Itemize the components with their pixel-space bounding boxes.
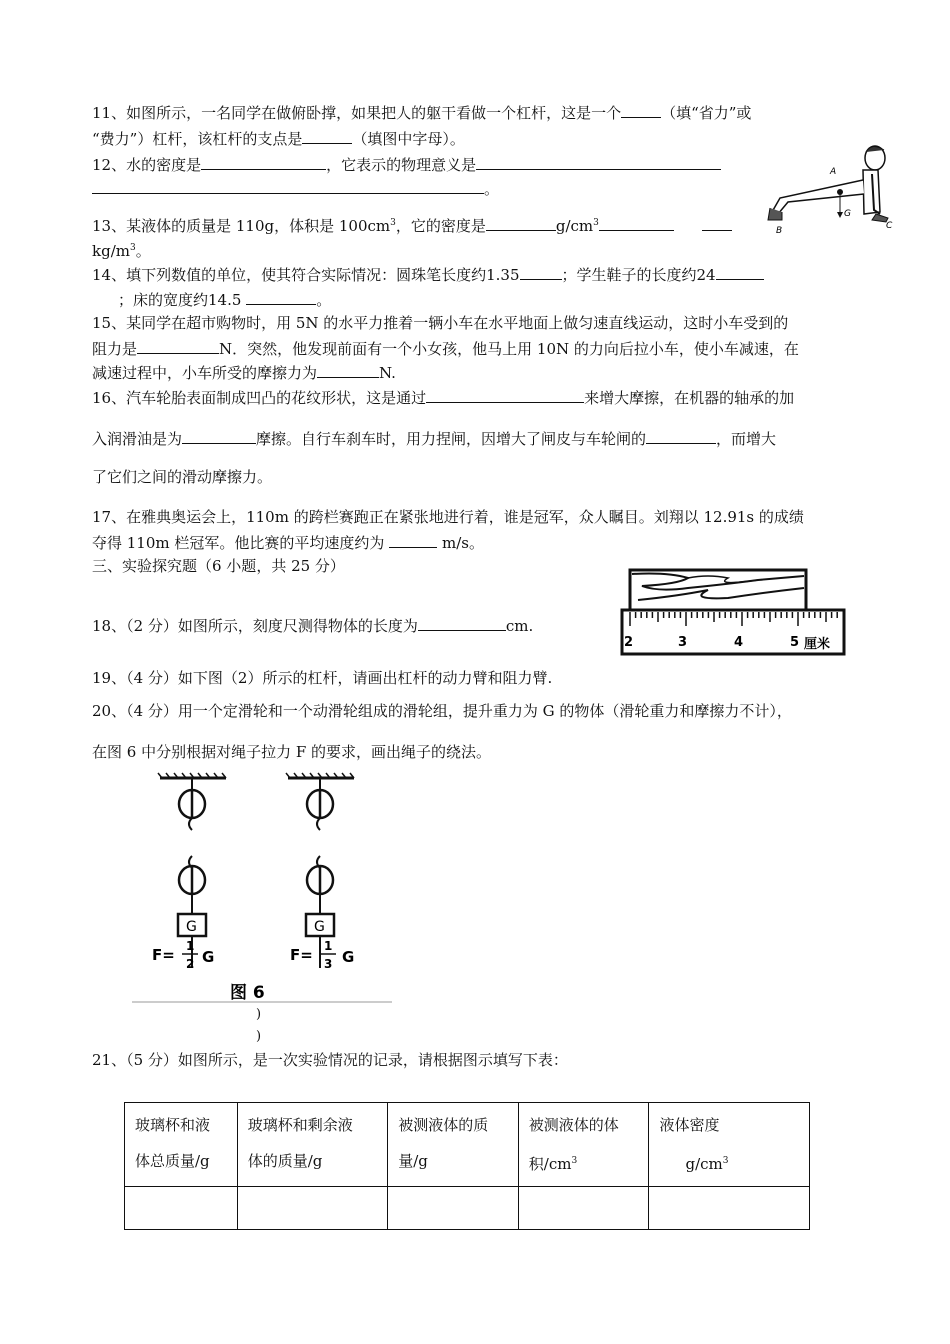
q16-line1: 16、汽车轮胎表面制成凹凸的花纹形状，这是通过 来增大摩擦，在机器的轴承的加	[92, 389, 795, 407]
table-input-cell[interactable]	[125, 1187, 238, 1230]
q11-blank-1[interactable]	[621, 102, 661, 118]
q16-blank-2[interactable]	[182, 428, 256, 444]
q19-line: 19、（4 分）如下图（2）所示的杠杆，请画出杠杆的动力臂和阻力臂.	[92, 669, 553, 687]
pulley-system-right	[286, 773, 354, 971]
q13-blank-2[interactable]	[599, 215, 674, 231]
q20-line2: 在图 6 中分别根据对绳子拉力 F 的要求，画出绳子的绕法。	[92, 743, 492, 761]
q12-line1: 12、水的密度是 ，它表示的物理意义是	[92, 154, 721, 175]
q18-line: 18、（2 分）如图所示，刻度尺测得物体的长度为 cm.	[92, 617, 534, 635]
force-right-suffix: G	[342, 948, 355, 966]
q16-line2: 入润滑油是为 摩擦。自行车刹车时，用力捏闸，因增大了闸皮与车轮闸的 ，而增大	[92, 430, 777, 448]
force-right-num: 1	[324, 939, 333, 953]
fig-label-c: C	[886, 221, 893, 231]
q14-blank-1[interactable]	[520, 264, 562, 280]
force-left-prefix: F=	[152, 946, 175, 964]
q17-blank-1[interactable]	[389, 532, 437, 548]
ruler-label-2: 2	[624, 635, 634, 650]
q15-blank-1[interactable]	[137, 338, 219, 354]
block-g-right: G	[314, 919, 325, 935]
record-table	[124, 1102, 810, 1230]
force-left-num: 1	[186, 939, 195, 953]
ruler-figure	[618, 566, 848, 658]
table-header-cell: 液体密度 $g/cm^3$	[649, 1103, 810, 1187]
section-3-title: 三、实验探究题（6 小题，共 25 分）	[92, 557, 345, 575]
q11-line2: “费力”）杠杆，该杠杆的支点是 （填图中字母）。	[92, 130, 465, 148]
table-input-cell[interactable]	[237, 1187, 388, 1230]
q13-blank-1[interactable]	[486, 215, 556, 231]
q15-blank-2[interactable]	[317, 362, 379, 378]
q12-blank-2[interactable]	[476, 154, 721, 170]
q11-line1: 11、如图所示，一名同学在做俯卧撑，如果把人的躯干看做一个杠杆，这是一个 （填“省力”或	[92, 104, 752, 122]
table-header-cell: 玻璃杯和剩余液 体的质量/g	[237, 1103, 388, 1187]
table-row	[125, 1187, 810, 1230]
q14-line1: 14、填下列数值的单位，使其符合实际情况：圆珠笔长度约1.35 ；学生鞋子的长度约24	[92, 264, 764, 285]
block-g-left: G	[186, 919, 197, 935]
pulley-system-left	[152, 773, 226, 971]
fig-label-b: B	[776, 226, 783, 236]
q21-line: 21、（5 分）如图所示，是一次实验情况的记录，请根据图示填写下表：	[92, 1051, 568, 1069]
force-right-den: 3	[324, 957, 333, 971]
q14-blank-3[interactable]	[246, 289, 316, 305]
table-input-cell[interactable]	[649, 1187, 810, 1230]
ruler-unit: 厘米	[804, 637, 831, 652]
q14-blank-2[interactable]	[716, 264, 764, 280]
fig-label-a: A	[830, 167, 837, 177]
force-left-den: 2	[186, 957, 195, 971]
q12-line2: 。	[92, 178, 499, 199]
figure-6-caption: 图 6	[230, 983, 265, 1003]
q12-blank-1[interactable]	[201, 154, 326, 170]
q15-line2: 阻力是 N．突然，他发现前面有一个小女孩，他马上用 10N 的力向后拉小车，使小车减速，在	[92, 340, 799, 358]
fig-label-g: G	[844, 209, 851, 219]
q16-line3: 了它们之间的滑动摩擦力。	[92, 468, 273, 486]
force-left-suffix: G	[202, 948, 215, 966]
ruler-label-3: 3	[678, 635, 688, 650]
q13-line1: 13、某液体的质量是 110g，体积是 $100cm^3$，它的密度是 $g/cm^3$	[92, 213, 732, 236]
ruler-label-4: 4	[734, 635, 744, 650]
ruler-label-5: 5	[790, 635, 800, 650]
q12-blank-3[interactable]	[92, 178, 484, 194]
pushup-figure	[760, 140, 900, 240]
pulley-figure	[130, 772, 395, 1004]
q17-line2: 夺得 110m 栏冠军。他比赛的平均速度约为 m/s。	[92, 534, 484, 552]
table-header-cell: 被测液体的体 积$/cm^3$	[518, 1103, 649, 1187]
table-header-row	[125, 1103, 810, 1187]
q15-line1: 15、某同学在超市购物时，用 5N 的水平力推着一辆小车在水平地面上做匀速直线运动，这时小车受到的	[92, 314, 789, 332]
table-input-cell[interactable]	[518, 1187, 649, 1230]
stray-paren-1: )	[256, 1007, 262, 1022]
q15-line3: 减速过程中，小车所受的摩擦力为 N.	[92, 364, 396, 382]
table-header-cell: 玻璃杯和液 体总质量/g	[125, 1103, 238, 1187]
table-input-cell[interactable]	[388, 1187, 519, 1230]
q18-blank-1[interactable]	[418, 615, 506, 631]
q20-line1: 20、（4 分）用一个定滑轮和一个动滑轮组成的滑轮组，提升重力为 G 的物体（滑轮重力和摩擦力不计），	[92, 702, 792, 720]
force-right-prefix: F=	[290, 946, 313, 964]
q13-blank-3[interactable]	[702, 215, 732, 231]
q17-line1: 17、在雅典奥运会上，110m 的跨栏赛跑正在紧张地进行着，谁是冠军，众人瞩目。刘翔以 12.91s 的成绩	[92, 508, 804, 526]
stray-paren-2: )	[256, 1029, 262, 1044]
table-header-cell: 被测液体的质 量/g	[388, 1103, 519, 1187]
q16-blank-3[interactable]	[646, 428, 716, 444]
q11-blank-2[interactable]	[302, 128, 352, 144]
q14-line2: ；床的宽度约14.5 。	[118, 291, 332, 309]
q16-blank-1[interactable]	[426, 387, 584, 403]
q13-line2: $kg/m^3$。	[92, 242, 151, 260]
